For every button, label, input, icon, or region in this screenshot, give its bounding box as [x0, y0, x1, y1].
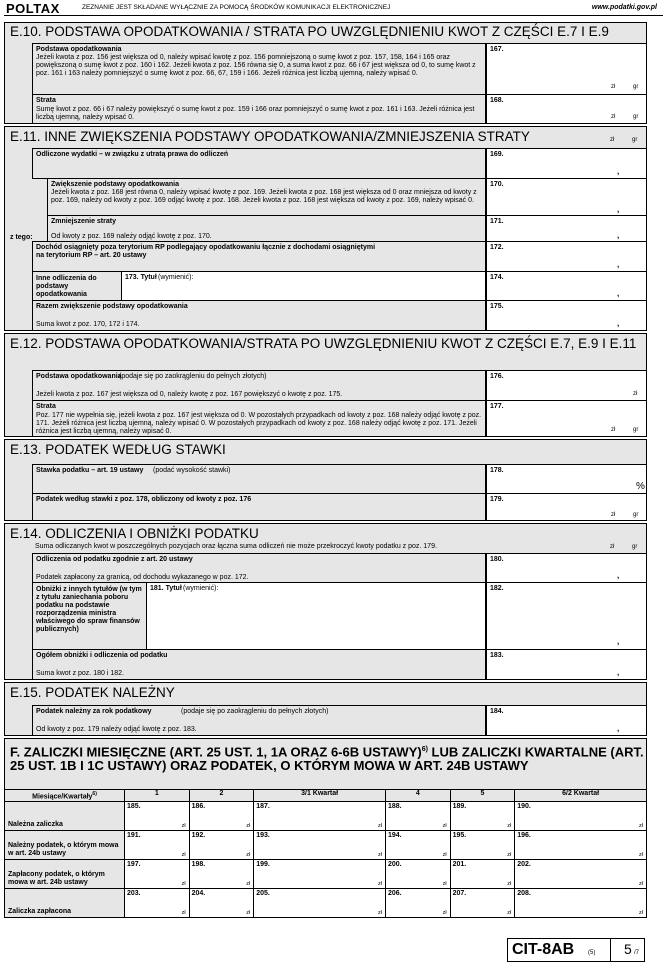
unit-zl: zł — [442, 910, 447, 917]
obnizki-label-box — [32, 582, 147, 650]
unit-zl: zł — [507, 852, 512, 859]
field-label: Inne odliczenia do podstawy opodatkowania — [36, 275, 97, 298]
unit-zl: zł — [181, 881, 186, 888]
unit-zl: zł — [378, 910, 382, 917]
section-f-title — [10, 743, 650, 772]
table-row — [5, 802, 647, 831]
field-label: Podatek należny za rok podatkowy — [36, 708, 152, 715]
field-number: 189. — [452, 803, 467, 811]
field-179-input[interactable] — [486, 493, 647, 521]
field-number: 192. — [191, 832, 206, 840]
field-note: (podaje się po zaokrągleniu do pełnych złotych) — [119, 373, 267, 380]
section-title: E.14. ODLICZENIA I OBNIŻKI PODATKU — [10, 526, 259, 541]
field-number: 177. — [490, 403, 504, 410]
field-number: 206. — [387, 890, 402, 898]
field-170-input[interactable] — [486, 178, 647, 216]
zaliczki-table — [4, 789, 647, 918]
field-number: 199. — [256, 861, 270, 869]
field-label: Strata — [36, 403, 56, 410]
amount-cell[interactable] — [515, 802, 647, 831]
field-184-input[interactable] — [486, 705, 647, 736]
inne-odliczenia-label-box — [32, 271, 122, 301]
field-number: 208. — [517, 890, 531, 898]
footnote-ref: 6) — [92, 791, 97, 797]
field-180-input[interactable] — [486, 553, 647, 583]
section-e10 — [4, 22, 647, 124]
unit-zl: zł — [246, 852, 251, 859]
field-description: Poz. 177 nie wypełnia się, jeżeli kwota z poz. 167 jest większa od 0. W pozostałych przypadkach od kwoty z poz. 168 należy odjąć kwotę z poz. 171. Jeżeli różnica jest liczbą ujemną, należy wpisać 0. W pozostałych przypadkach od kwoty z poz. 168 należy odjąć kwotę z poz. 171. Jeżeli różnica jest liczbą ujemną, należy wpisać 0. — [36, 412, 482, 435]
field-note: (wymienić): — [183, 585, 219, 592]
unit-zl: zł — [639, 881, 643, 888]
field-label: Podstawa opodatkowania — [36, 373, 122, 380]
field-172-label-box — [32, 241, 486, 272]
table-header-row — [5, 790, 647, 802]
field-number: 175. — [490, 303, 504, 310]
section-e15 — [4, 682, 647, 736]
field-label: Zwiększenie podstawy opodatkowania — [51, 181, 179, 188]
unit-zl: zł — [246, 881, 251, 888]
title-part: F. ZALICZKI MIESIĘCZNE (ART. 25 UST. 1, 1A ORAZ 6-6B USTAWY) — [10, 744, 422, 760]
field-168-input[interactable] — [486, 94, 647, 124]
section-e14 — [4, 523, 647, 680]
unit-zl: zł — [246, 910, 251, 917]
title-part: LUB ZALICZKI KWARTALNE (ART. 25 UST. 1B I 1C USTAWY) ORAZ PODATEK, O KTÓRYM MOWA W ART. 24B USTAWY — [10, 744, 644, 773]
field-number: 203. — [127, 890, 141, 898]
field-number: 200. — [387, 861, 402, 869]
unit-zl: zł — [611, 84, 616, 90]
field-description: Suma kwot z poz. 180 i 182. — [36, 670, 124, 677]
row-label: Należna zaliczka — [5, 802, 125, 831]
field-176-input[interactable] — [486, 370, 647, 401]
poltax-logo: POLTAX — [6, 1, 60, 16]
decimal-comma: , — [617, 319, 620, 328]
field-number: 190. — [517, 803, 531, 811]
col-header: 2 — [189, 790, 254, 802]
unit-zl: zł — [507, 823, 512, 830]
field-number: 187. — [256, 803, 270, 811]
decimal-comma: , — [617, 668, 620, 677]
field-number: 180. — [490, 556, 504, 563]
unit-zl: zł — [633, 391, 638, 397]
unit-gr: gr — [632, 544, 638, 550]
col-header: 4 — [385, 790, 450, 802]
field-note: (wymienić): — [158, 274, 194, 281]
field-label: 181. Tytuł — [150, 585, 182, 592]
unit-zl: zł — [378, 852, 382, 859]
table-row — [5, 860, 647, 889]
field-number: 186. — [191, 803, 206, 811]
field-183-input[interactable] — [486, 649, 647, 680]
unit-gr: gr — [633, 114, 639, 120]
section-e11 — [4, 126, 647, 331]
unit-zl: zł — [442, 881, 447, 888]
decimal-comma: , — [617, 167, 620, 176]
field-181-input[interactable] — [146, 582, 486, 650]
field-182-input[interactable] — [486, 582, 647, 650]
unit-gr: gr — [633, 427, 639, 433]
unit-zl: zł — [181, 852, 186, 859]
field-number: 201. — [452, 861, 467, 869]
field-number: 196. — [517, 832, 531, 840]
field-number: 188. — [387, 803, 402, 811]
field-number: 168. — [490, 97, 504, 104]
field-171-input[interactable] — [486, 215, 647, 242]
field-177-input[interactable] — [486, 400, 647, 437]
field-171-label-box — [47, 215, 486, 242]
amount-cell[interactable] — [189, 802, 254, 831]
section-title: E.13. PODATEK WEDŁUG STAWKI — [10, 442, 226, 457]
field-177-label-box — [32, 400, 486, 437]
field-number: 184. — [490, 708, 504, 715]
unit-gr: gr — [633, 84, 639, 90]
header-divider — [4, 15, 663, 16]
unit-zl: zł — [611, 427, 616, 433]
field-description: Jeżeli kwota z poz. 168 jest równa 0, należy wpisać kwotę z poz. 169. Jeżeli kwota z poz. 168 jest większa od 0 oraz mniejsza od kwoty z poz. 169, należy od kwoty z poz. 169 odjąć kwotę z poz. 168. Jeżeli kwota z poz. 168 jest większa od kwoty z poz. 169, należy wpisać 0. — [51, 189, 477, 204]
field-label: Odliczenia od podatku zgodnie z art. 20 ustawy — [36, 556, 193, 563]
footer-divider — [610, 938, 611, 962]
unit-zl: zł — [507, 910, 512, 917]
field-175-label-box — [32, 300, 486, 331]
header-text: Miesiące/Kwartały — [32, 793, 93, 801]
col-header: 5 — [450, 790, 515, 802]
field-184-label-box — [32, 705, 486, 736]
field-label: Obniżki z innych tytułów (w tym z tytułu zaniechania poboru podatku na podstawie rozporządzenia ministra właściwego do spraw finansów publicznych) — [36, 586, 142, 633]
unit-zl: zł — [611, 512, 616, 518]
unit-zl: zł — [639, 852, 643, 859]
unit-zl: zł — [442, 852, 447, 859]
field-number: 198. — [191, 861, 206, 869]
field-number: 167. — [490, 46, 504, 53]
decimal-comma: , — [617, 724, 620, 733]
field-178-label-box — [32, 464, 486, 494]
amount-cell[interactable] — [385, 860, 450, 889]
amount-cell[interactable] — [450, 802, 515, 831]
header-notice: ZEZNANIE JEST SKŁADANE WYŁĄCZNIE ZA POMOCĄ ŚRODKÓW KOMUNIKACJI ELEKTRONICZNEJ — [82, 4, 391, 11]
field-number: 197. — [127, 861, 141, 869]
row-label: Zaliczka zapłacona — [5, 889, 125, 918]
unit-zl: zł — [610, 137, 615, 143]
table-row — [5, 831, 647, 860]
field-number: 204. — [191, 890, 206, 898]
unit-zl: zł — [378, 881, 382, 888]
field-176-label-box — [32, 370, 486, 401]
field-label: Razem zwiększenie podstawy opodatkowania — [36, 303, 188, 310]
table-row — [5, 889, 647, 918]
field-179-label-box — [32, 493, 486, 521]
unit-percent: % — [636, 481, 645, 492]
field-description: Suma kwot z poz. 170, 172 i 174. — [36, 321, 140, 328]
amount-cell[interactable] — [450, 831, 515, 860]
field-description: Jeżeli kwota z poz. 156 jest większa od 0, należy wpisać kwotę z poz. 156 pomniejszoną o sumę kwot z poz. 157, 158, 164 i 165 oraz powiększoną o sumę kwot z poz. 160 i 162. Jeżeli kwota z poz. 156 równa się 0, a suma kwot z poz. 66 i 67 jest większa od 0, to sumę kwot z poz. 161 i 163 należy pomniejszyć o sumę kwot z poz. 66, 67, 159 i 166. Jeżeli różnica jest liczbą ujemną, należy wpisać 0. — [36, 54, 476, 77]
field-178-input[interactable] — [486, 464, 647, 494]
field-170-label-box — [47, 178, 486, 216]
amount-cell[interactable] — [450, 889, 515, 918]
field-number: 207. — [452, 890, 467, 898]
unit-zl: zł — [639, 823, 643, 830]
amount-cell[interactable] — [125, 889, 190, 918]
field-description: Jeżeli kwota z poz. 167 jest większa od 0, należy kwotę z poz. 167 powiększyć o kwotę z poz. 175. — [36, 391, 343, 398]
amount-cell[interactable] — [515, 860, 647, 889]
unit-zl: zł — [181, 823, 186, 830]
section-subtitle: Suma odliczanych kwot w poszczególnych pozycjach oraz łączna suma odliczeń nie może przekroczyć kwoty podatku z poz. 179. — [35, 543, 437, 550]
col-header: 6/2 Kwartał — [515, 790, 647, 802]
unit-zl: zł — [507, 881, 512, 888]
field-number: 183. — [490, 652, 504, 659]
amount-cell[interactable] — [385, 889, 450, 918]
field-number: 170. — [490, 181, 504, 188]
field-169-input[interactable] — [486, 148, 647, 179]
corner-header — [5, 790, 125, 802]
field-number: 169. — [490, 151, 504, 158]
field-number: 172. — [490, 244, 504, 251]
page-total: /7 — [634, 950, 640, 956]
field-label: Ogółem obniżki i odliczenia od podatku — [36, 652, 168, 659]
field-number: 171. — [490, 218, 504, 225]
section-title: E.12. PODSTAWA OPODATKOWANIA/STRATA PO UWZGLĘDNIENIU KWOT Z CZĘŚCI E.7, E.9 I E.11 — [10, 336, 637, 351]
field-169-label-box — [32, 148, 486, 179]
amount-cell[interactable] — [125, 802, 190, 831]
header-url[interactable]: www.podatki.gov.pl — [591, 4, 657, 11]
unit-zl: zł — [246, 823, 251, 830]
field-number: 185. — [127, 803, 141, 811]
field-167-input[interactable] — [486, 43, 647, 95]
field-175-input[interactable] — [486, 300, 647, 331]
field-173-input[interactable] — [121, 271, 486, 301]
field-label: Odliczone wydatki – w związku z utratą prawa do odliczeń — [36, 151, 229, 158]
section-title: E.15. PODATEK NALEŻNY — [10, 685, 175, 700]
field-label: Zmniejszenie straty — [51, 218, 116, 225]
form-version: (5) — [588, 950, 596, 956]
amount-cell[interactable] — [450, 860, 515, 889]
row-label: Należny podatek, o którym mowa w art. 24b ustawy — [5, 831, 125, 860]
field-number: 182. — [490, 585, 504, 592]
section-e13 — [4, 439, 647, 521]
field-168-label-box — [32, 94, 486, 124]
unit-zl: zł — [610, 544, 615, 550]
field-167-label-box — [32, 43, 486, 95]
decimal-comma: , — [617, 571, 620, 580]
decimal-comma: , — [617, 205, 620, 214]
field-label: Strata — [36, 97, 56, 104]
field-number: 178. — [490, 467, 504, 474]
unit-gr: gr — [632, 137, 638, 143]
row-label: Zapłacony podatek, o którym mowa w art. 24b ustawy — [5, 860, 125, 889]
decimal-comma: , — [617, 260, 620, 269]
field-description: Od kwoty z poz. 169 należy odjąć kwotę z poz. 170. — [51, 233, 212, 240]
amount-cell[interactable] — [515, 889, 647, 918]
unit-zl: zł — [181, 910, 186, 917]
amount-cell[interactable] — [189, 860, 254, 889]
amount-cell[interactable] — [254, 802, 386, 831]
field-number: 194. — [387, 832, 402, 840]
field-180-label-box — [32, 553, 486, 583]
field-183-label-box — [32, 649, 486, 680]
field-number: 176. — [490, 373, 504, 380]
field-number: 174. — [490, 274, 504, 281]
amount-cell[interactable] — [254, 831, 386, 860]
field-number: 205. — [256, 890, 270, 898]
unit-zl: zł — [611, 114, 616, 120]
field-description: Od kwoty z poz. 179 należy odjąć kwotę z poz. 183. — [36, 726, 197, 733]
field-description: Podatek zapłacony za granicą, od dochodu wykazanego w poz. 172. — [36, 574, 249, 581]
field-note: (podać wysokość stawki) — [153, 467, 231, 474]
decimal-comma: , — [617, 289, 620, 298]
field-note: (podaje się po zaokrągleniu do pełnych złotych) — [181, 708, 329, 715]
amount-cell[interactable] — [254, 889, 386, 918]
field-number: 195. — [452, 832, 467, 840]
form-id: CIT-8AB — [512, 941, 575, 958]
amount-cell[interactable] — [189, 831, 254, 860]
field-label: Dochód osiągnięty poza terytorium RP podlegający opodatkowaniu łącznie z dochodami osiągniętymi na terytorium RP – art. 20 ustawy — [36, 244, 376, 259]
field-number: 179. — [490, 496, 504, 503]
amount-cell[interactable] — [385, 802, 450, 831]
field-number: 193. — [256, 832, 270, 840]
col-header: 3/1 Kwartał — [254, 790, 386, 802]
field-174-input[interactable] — [486, 271, 647, 301]
amount-cell[interactable] — [515, 831, 647, 860]
decimal-comma: , — [617, 637, 620, 646]
section-title: E.10. PODSTAWA OPODATKOWANIA / STRATA PO UWZGLĘDNIENIU KWOT Z CZĘŚCI E.7 I E.9 — [10, 24, 609, 39]
decimal-comma: , — [617, 231, 620, 240]
col-header: 1 — [125, 790, 190, 802]
unit-gr: gr — [633, 512, 639, 518]
section-title: E.11. INNE ZWIĘKSZENIA PODSTAWY OPODATKOWANIA/ZMNIEJSZENIA STRATY — [10, 129, 530, 144]
amount-cell[interactable] — [125, 831, 190, 860]
z-tego-label: z tego: — [10, 234, 33, 241]
amount-cell[interactable] — [385, 831, 450, 860]
section-e12 — [4, 333, 647, 437]
page-number: 5 — [624, 941, 632, 957]
field-number: 202. — [517, 861, 531, 869]
field-number: 191. — [127, 832, 141, 840]
amount-cell[interactable] — [125, 860, 190, 889]
unit-zl: zł — [378, 823, 382, 830]
unit-zl: zł — [442, 823, 447, 830]
field-label: Podatek według stawki z poz. 178, obliczony od kwoty z poz. 176 — [36, 496, 252, 503]
field-label: Stawka podatku – art. 19 ustawy — [36, 467, 144, 474]
amount-cell[interactable] — [254, 860, 386, 889]
field-label: 173. Tytuł — [125, 274, 157, 281]
footnote-ref: 6) — [421, 746, 428, 753]
field-172-input[interactable] — [486, 241, 647, 272]
field-description: Sumę kwot z poz. 66 i 67 należy powiększyć o sumę kwot z poz. 159 i 166 oraz pomniejszyć o sumę kwot z poz. 161 i 163. Jeżeli różnica jest liczbą ujemną, należy wpisać 0. — [36, 106, 475, 121]
unit-zl: zł — [639, 910, 643, 917]
field-label: Podstawa opodatkowania — [36, 46, 122, 53]
amount-cell[interactable] — [189, 889, 254, 918]
